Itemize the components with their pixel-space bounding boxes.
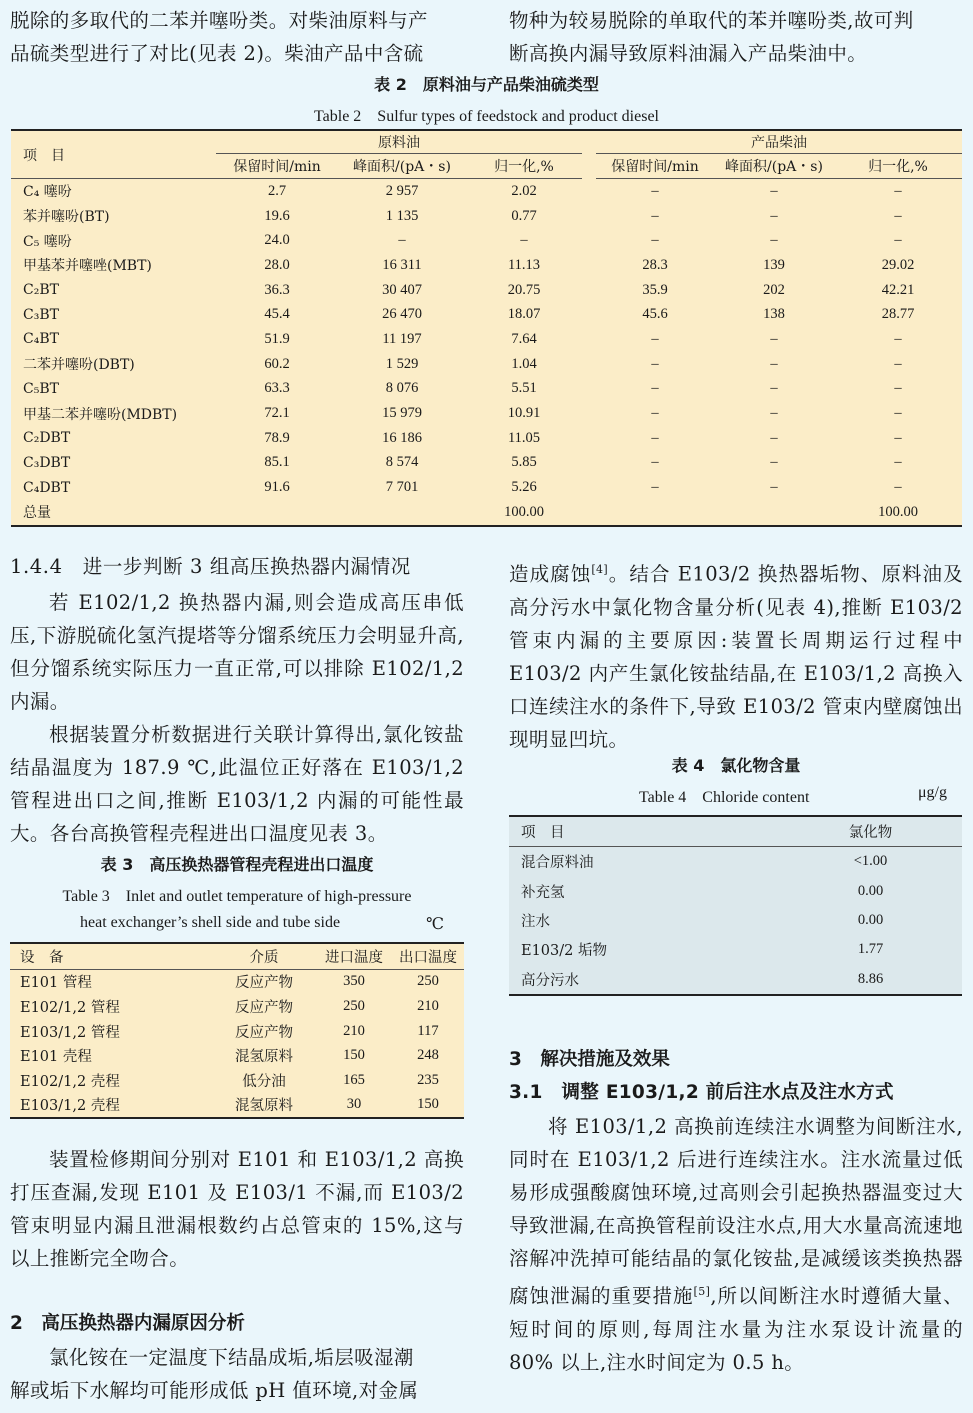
table2-group-feed: 原料油 — [216, 130, 582, 154]
right-body-1 — [509, 553, 963, 756]
table3-medium: 反应产物 — [235, 975, 293, 992]
table2-cell: – — [770, 479, 778, 496]
paragraph: 装置检修期间分别对 E101 和 E103/1,2 高换打压查漏,发现 E101 及 E103/1 不漏,而 E103/2 管束明显内漏且泄漏根数约占总管束的 15%,这与以上推断完全吻合。 — [10, 1148, 464, 1270]
text-line: 解或垢下水解均可能形成低 pH 值环境,对金属 — [10, 1379, 419, 1402]
table3-caption-en-2: heat exchanger’s shell side and tube side — [80, 914, 341, 931]
table2-row-label: C₄BT — [23, 331, 59, 348]
table2-row — [11, 475, 962, 500]
table2-cell: 7.64 — [511, 330, 537, 347]
table4-row — [509, 877, 962, 906]
table3-outlet: 210 — [417, 997, 439, 1014]
table3-device: E103/1,2 管程 — [20, 1024, 120, 1041]
table2-cell: 18.07 — [507, 306, 541, 323]
table2-row — [11, 451, 962, 476]
table2-subheader: 保留时间/min — [216, 154, 338, 179]
table2-row — [11, 352, 962, 377]
table2-cell: 16 311 — [382, 256, 422, 273]
table3-row — [10, 969, 464, 994]
table3-medium: 混氢原料 — [235, 1049, 293, 1066]
table2-cell: 8 076 — [385, 380, 419, 397]
table2-row-label: 甲基二苯并噻吩(MDBT) — [23, 406, 178, 423]
top-right-text — [509, 4, 963, 70]
table2-row-label: C₄ 噻吩 — [23, 184, 72, 201]
table2-cell: 28.3 — [642, 256, 668, 273]
text-line: 脱除的多取代的二苯并噻吩类。对柴油原料与产 — [10, 9, 428, 32]
text-run: 。结合 E103/2 换热器垢物、原料油及高分污水中氯化物含量分析(见表 4),推断 E103/2 管束内漏的主要原因:装置长周期运行过程中 E103/2 内产生氯化铵盐结晶,在 E103/1,2 高换入口连续注水的条件下,导致 E103/2 管束内壁腐蚀出现明显凹坑。 — [509, 562, 963, 751]
table2-cell: – — [651, 380, 659, 397]
table2-cell: – — [770, 454, 778, 471]
table3-outlet: 250 — [417, 973, 439, 990]
section-3-1-heading: 3.1 调整 E103/1,2 前后注水点及注水方式 — [509, 1082, 894, 1103]
table2-row — [11, 253, 962, 278]
table2-subheader: 保留时间/min — [596, 154, 714, 179]
table3-medium: 混氢原料 — [235, 1098, 293, 1115]
table3-body — [10, 969, 464, 1118]
table3-device: E101 壳程 — [20, 1049, 92, 1066]
table2-cell: 2.7 — [267, 182, 287, 199]
table3-inlet: 250 — [343, 997, 365, 1014]
text-run: 将 E103/1,2 高换前连续注水调整为间断注水,同时在 E103/1,2 后进行连续注水。注水流量过低易形成强酸腐蚀环境,过高则会引起换热器温变过大导致泄漏,在高换管程前设注水点,用大水量高流速地溶解冲洗掉可能结晶的氯化铵盐,是减缓该类换热器腐蚀泄漏的重要措施 — [509, 1115, 963, 1308]
table2-cell — [596, 500, 714, 526]
left-body-3 — [10, 1341, 464, 1407]
section-3-heading: 3 解决措施及效果 — [509, 1049, 670, 1070]
table3-row — [10, 1043, 464, 1068]
table3-outlet: 248 — [417, 1047, 439, 1064]
table3-caption-en-2-row — [80, 914, 460, 932]
table2-cell: – — [894, 232, 902, 249]
table2-row-label: C₅BT — [23, 380, 59, 397]
table3-header: 设 备 — [10, 943, 182, 969]
table2-cell: 7 701 — [385, 479, 419, 496]
section-2-heading: 2 高压换热器内漏原因分析 — [10, 1313, 245, 1334]
table3-row — [10, 1019, 464, 1044]
table2-cell: – — [651, 330, 659, 347]
table3-row — [10, 994, 464, 1019]
table2-row — [11, 327, 962, 352]
table3-caption-cn: 表 3 高压换热器管程壳程进出口温度 — [100, 855, 374, 874]
table2-cell: 60.2 — [264, 355, 290, 372]
table2-cell: – — [770, 405, 778, 422]
table4-body — [509, 847, 962, 995]
table2-group-product: 产品柴油 — [596, 130, 962, 154]
table3-inlet: 150 — [343, 1047, 365, 1064]
table2-cell: – — [651, 182, 659, 199]
table2-cell: 51.9 — [264, 330, 290, 347]
table2-cell: 2.02 — [511, 182, 537, 199]
left-body-2 — [10, 1143, 464, 1275]
table2-row — [11, 179, 962, 204]
table2-cell: – — [894, 207, 902, 224]
table4-value: 0.00 — [857, 882, 884, 899]
table2-cell: – — [894, 405, 902, 422]
table2-cell: 63.3 — [264, 380, 290, 397]
text-run: 造成腐蚀 — [509, 562, 592, 586]
table2-cell: 138 — [763, 306, 785, 323]
table2-cell — [216, 500, 338, 526]
table2-row-label: 苯并噻吩(BT) — [23, 209, 110, 226]
table2-cell — [338, 500, 466, 526]
table3-device: E101 管程 — [20, 975, 92, 992]
table4-value: 8.86 — [857, 970, 884, 987]
table2-cell: 202 — [763, 281, 785, 298]
text-line: 物种为较易脱除的单取代的苯并噻吩类,故可判 — [509, 9, 914, 32]
paragraph: 根据装置分析数据进行关联计算得出,氯化铵盐结晶温度为 187.9 ℃,此温位正好落在 E103/1,2 管程进出口之间,推断 E103/1,2 内漏的可能性最大。各台高换管程壳程进出口温度见表 3。 — [10, 723, 464, 845]
table4-value: 1.77 — [857, 941, 884, 958]
table4-row — [509, 964, 962, 994]
table2-cell: – — [651, 355, 659, 372]
table2-cell: 35.9 — [642, 281, 668, 298]
table2-row-label: C₄DBT — [23, 479, 71, 496]
table2 — [11, 129, 962, 527]
table2-subheader: 峰面积/(pA・s) — [338, 154, 466, 179]
table2-row — [11, 426, 962, 451]
table2-cell: 5.51 — [511, 380, 537, 397]
table2-cell: 5.85 — [511, 454, 537, 471]
table2-caption-en: Table 2 Sulfur types of feedstock and product diesel — [313, 108, 659, 125]
table2-row-label: C₂DBT — [23, 430, 71, 447]
table4-caption-en: Table 4 Chloride content — [639, 789, 810, 806]
table2-cell: – — [651, 232, 659, 249]
table2-cell: 85.1 — [264, 454, 290, 471]
text-line: 品硫类型进行了对比(见表 2)。柴油产品中含硫 — [10, 42, 424, 65]
paragraph — [509, 1110, 963, 1379]
table3-outlet: 150 — [417, 1096, 439, 1113]
table2-cell: 16 186 — [382, 429, 422, 446]
table2-cell: 36.3 — [264, 281, 290, 298]
table2-row — [11, 228, 962, 253]
table4-item: 补充氢 — [521, 884, 565, 901]
table2-cell — [714, 500, 834, 526]
table2-cell: – — [770, 182, 778, 199]
table3-device: E102/1,2 管程 — [20, 999, 120, 1016]
table2-cell: – — [651, 405, 659, 422]
table2-row-label: 甲基苯并噻唑(MBT) — [23, 258, 152, 275]
text-line: 氯化铵在一定温度下结晶成垢,垢层吸湿潮 — [49, 1346, 414, 1369]
table4-row — [509, 847, 962, 877]
table2-cell: – — [894, 479, 902, 496]
text-run: ,所以间断注水时遵循大量、短时间的原则,每周注水量为注水泵设计流量的 80% 以上,注水时间定为 0.5 h。 — [509, 1284, 963, 1374]
table3-inlet: 350 — [343, 973, 365, 990]
table3-header: 进口温度 — [316, 943, 392, 969]
table2-cell: – — [894, 429, 902, 446]
table4-unit: μg/g — [917, 784, 947, 801]
table2-subheader: 归一化,% — [466, 154, 582, 179]
table2-cell: 8 574 — [385, 454, 419, 471]
table2-item-header: 项 目 — [11, 130, 216, 179]
table2-cell: – — [894, 182, 902, 199]
table3-row — [10, 1093, 464, 1119]
table2-cell: – — [651, 454, 659, 471]
table2-cell: 19.6 — [264, 207, 290, 224]
table3-header: 介质 — [182, 943, 316, 969]
paragraph — [509, 553, 963, 756]
table2-cell: 29.02 — [881, 256, 915, 273]
table2-cell: 15 979 — [382, 405, 422, 422]
table2-row-label: C₂BT — [23, 282, 59, 299]
right-body-2 — [509, 1110, 963, 1379]
table2-cell: 28.77 — [881, 306, 915, 323]
table2-cell: 100.00 — [878, 503, 918, 520]
table2-cell: – — [894, 380, 902, 397]
citation-5: [5] — [693, 1285, 711, 1298]
table2-caption-cn: 表 2 原料油与产品柴油硫类型 — [374, 75, 599, 94]
table2-cell: 11 197 — [382, 330, 422, 347]
table3-medium: 低分油 — [242, 1073, 286, 1090]
table2-row — [11, 302, 962, 327]
table2-row-label: C₃BT — [23, 306, 59, 323]
citation-4: [4] — [591, 563, 609, 576]
table4-value: <1.00 — [853, 853, 888, 870]
table2-cell: – — [894, 355, 902, 372]
table3-header: 出口温度 — [392, 943, 464, 969]
left-body-1 — [10, 586, 464, 850]
table4-value: 0.00 — [857, 912, 884, 929]
table2-cell: 2 957 — [385, 182, 419, 199]
table3-row — [10, 1068, 464, 1093]
text-line: 断高换内漏导致原料油漏入产品柴油中。 — [509, 42, 868, 65]
table4-header: 项 目 — [509, 816, 809, 847]
table2-row-label: 总量 — [23, 505, 51, 522]
table2-row-label: 二苯并噻吩(DBT) — [23, 357, 135, 374]
paragraph: 若 E102/1,2 换热器内漏,则会造成高压串低压,下游脱硫化氢汽提塔等分馏系统压力会明显升高,但分馏系统实际压力一直正常,可以排除 E102/1,2 内漏。 — [10, 591, 464, 713]
table3 — [10, 942, 464, 1119]
table3-inlet: 165 — [343, 1071, 365, 1088]
table2-row — [11, 401, 962, 426]
table2-cell: 91.6 — [264, 479, 290, 496]
table2-cell: 0.77 — [511, 207, 537, 224]
table2-row — [11, 278, 962, 303]
table2-row — [11, 377, 962, 402]
table2-cell: – — [770, 429, 778, 446]
table4-item: 注水 — [521, 914, 550, 931]
table2-cell: 10.91 — [507, 405, 541, 422]
table3-device: E103/1,2 壳程 — [20, 1098, 120, 1115]
table2-body — [11, 179, 962, 526]
top-left-text — [10, 4, 464, 70]
table2-cell: 139 — [763, 256, 785, 273]
table4-row — [509, 906, 962, 935]
table3-caption-en-1: Table 3 Inlet and outlet temperature of high-pressure — [62, 888, 412, 905]
table2-cell: 45.6 — [642, 306, 668, 323]
table2-cell: 24.0 — [264, 232, 290, 249]
table2-cell: – — [651, 429, 659, 446]
table2-cell: 72.1 — [264, 405, 290, 422]
table4-row — [509, 935, 962, 964]
table2-cell: 42.21 — [881, 281, 915, 298]
table2-subheader: 峰面积/(pA・s) — [714, 154, 834, 179]
table2-cell: – — [770, 207, 778, 224]
table4-item: 混合原料油 — [521, 855, 594, 872]
table2-cell: – — [651, 207, 659, 224]
table2-cell: 26 470 — [382, 306, 422, 323]
table2-cell: 28.0 — [264, 256, 290, 273]
table2-row-label: C₅ 噻吩 — [23, 233, 72, 250]
table3-medium: 反应产物 — [235, 999, 293, 1016]
table2-cell: 78.9 — [264, 429, 290, 446]
table2-cell: – — [520, 232, 528, 249]
table2-cell: 30 407 — [382, 281, 422, 298]
table3-outlet: 117 — [417, 1022, 439, 1039]
table2-subheader: 归一化,% — [834, 154, 962, 179]
table2-cell: 5.26 — [511, 479, 537, 496]
table2-cell: 1 529 — [385, 355, 419, 372]
table2-cell: – — [770, 355, 778, 372]
table2-cell: 11.05 — [507, 429, 541, 446]
table2-cell: – — [770, 380, 778, 397]
table4 — [509, 815, 962, 996]
table2-cell: – — [770, 232, 778, 249]
table2-cell: – — [398, 232, 406, 249]
table2-row-label: C₃DBT — [23, 454, 71, 471]
section-1-4-4-heading: 1.4.4 进一步判断 3 组高压换热器内漏情况 — [10, 555, 411, 578]
table3-medium: 反应产物 — [235, 1024, 293, 1041]
table3-outlet: 235 — [417, 1071, 439, 1088]
table3-inlet: 210 — [343, 1022, 365, 1039]
table2-cell: – — [894, 330, 902, 347]
table3-unit: ℃ — [426, 916, 444, 933]
table2-cell: 11.13 — [507, 256, 541, 273]
table2-cell: 45.4 — [264, 306, 290, 323]
table4-header: 氯化物 — [809, 816, 962, 847]
table2-cell: 1 135 — [385, 207, 419, 224]
table4-item: 高分污水 — [521, 972, 579, 989]
table2-cell: 20.75 — [507, 281, 541, 298]
table2-cell: 100.00 — [504, 503, 544, 520]
table2-cell: – — [770, 330, 778, 347]
table2-row — [11, 500, 962, 526]
table2-cell: 1.04 — [511, 355, 537, 372]
table2-cell: – — [894, 454, 902, 471]
table2-cell: – — [651, 479, 659, 496]
table4-item: E103/2 垢物 — [521, 943, 607, 960]
table2-row — [11, 204, 962, 229]
table4-caption-cn: 表 4 氯化物含量 — [671, 756, 801, 775]
table3-inlet: 30 — [346, 1096, 362, 1113]
table3-device: E102/1,2 壳程 — [20, 1073, 120, 1090]
